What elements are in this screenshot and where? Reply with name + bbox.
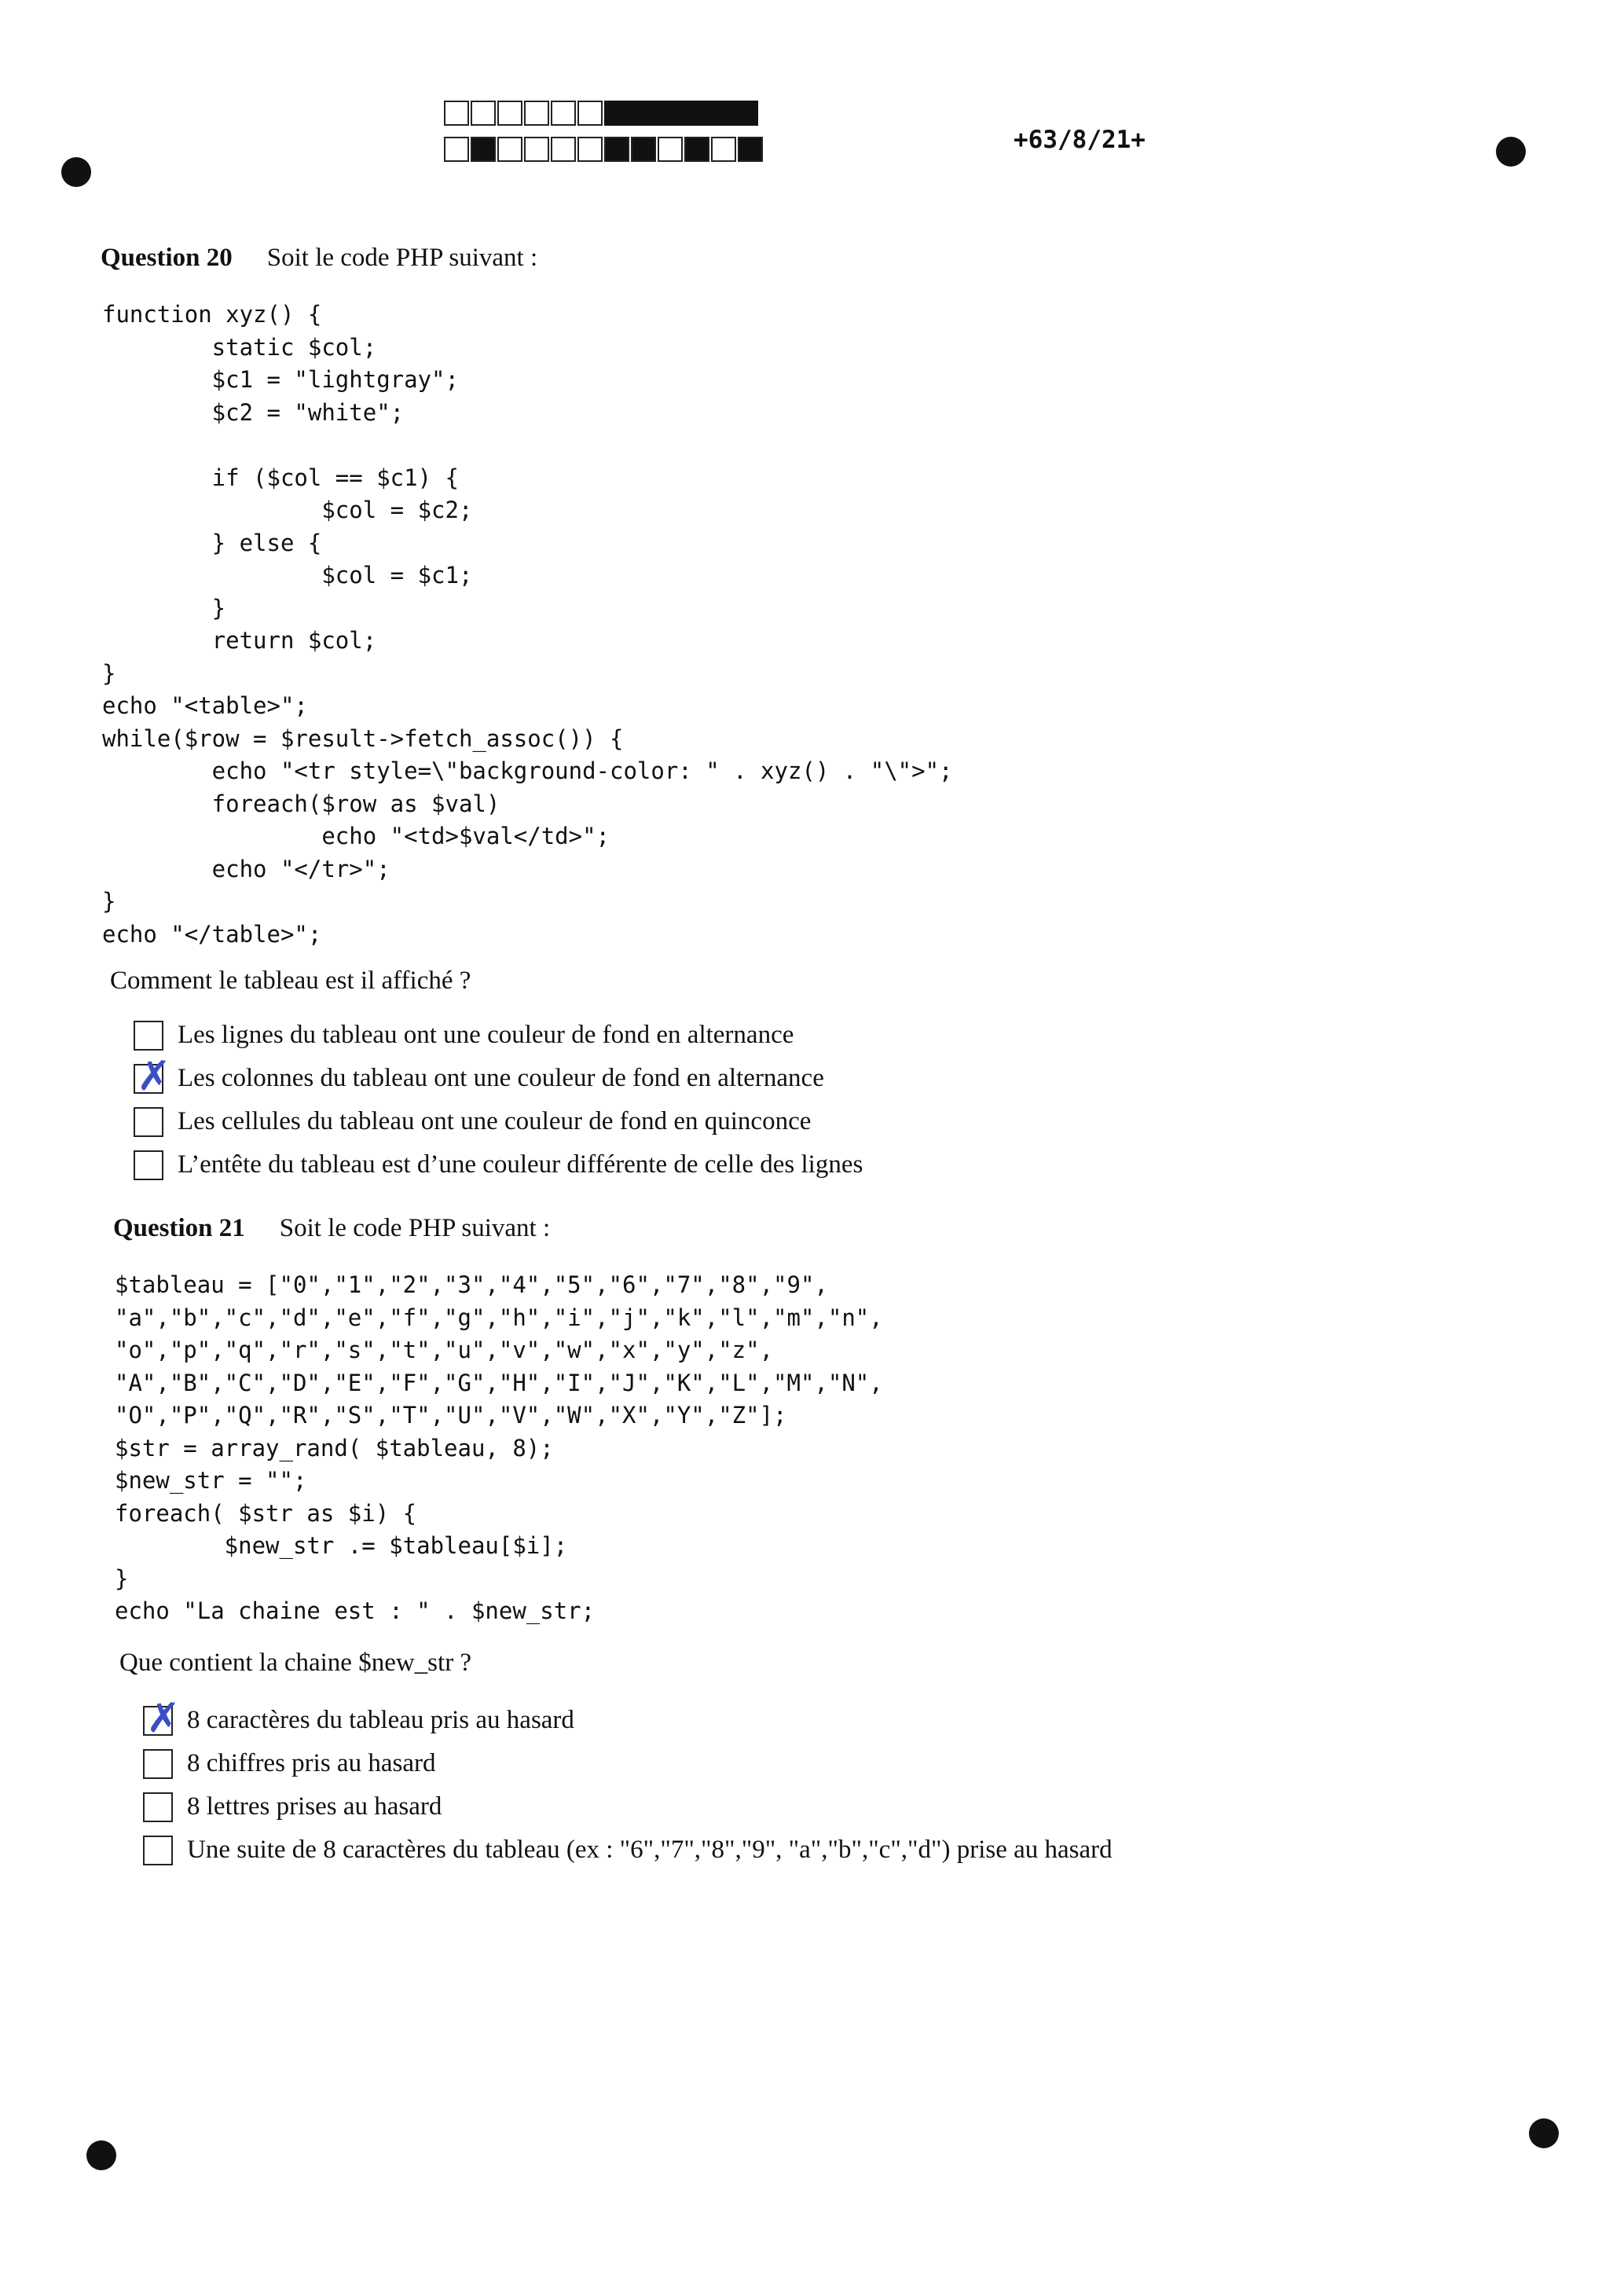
question-21-label: Question 21 — [113, 1214, 245, 1242]
answer-label: 8 lettres prises au hasard — [187, 1792, 442, 1821]
answer-label: 8 caractères du tableau pris au hasard — [187, 1706, 574, 1734]
question-20-answers — [134, 1014, 863, 1187]
registration-mark-bottom-left — [86, 2140, 116, 2170]
registration-mark-top-right — [1496, 137, 1526, 167]
page-code: +63/8/21+ — [1014, 126, 1146, 154]
answer-option[interactable] — [143, 1742, 1113, 1785]
answer-label: Une suite de 8 caractères du tableau (ex : "6","7","8","9", "a","b","c","d") prise au hasard — [187, 1836, 1113, 1864]
answer-option[interactable] — [134, 1057, 863, 1100]
question-21-code: $tableau = ["0","1","2","3","4","5","6","7","8","9", "a","b","c","d","e","f","g","h","i","j","k","l","m","n", "o","p","q","r","s","t","u","v","w","x","y","z", "A","B","C","D","E","F","G","H","I","J","K","L","M","N", "O","P","Q","R","S","T","U","V","W","X","Y","Z"]; $str = array_rand( $tableau, 8); $new_str = ""; foreach( $str as $i) { $new_str .= $tableau[$i]; } echo "La chaine est : " . $new_str; — [115, 1271, 883, 1624]
answer-label: Les colonnes du tableau ont une couleur de fond en alternance — [178, 1064, 824, 1092]
answer-label: Les lignes du tableau ont une couleur de fond en alternance — [178, 1021, 794, 1049]
answer-option[interactable] — [143, 1828, 1113, 1872]
checkbox[interactable] — [134, 1150, 163, 1180]
answer-option[interactable] — [143, 1699, 1113, 1742]
answer-option[interactable] — [134, 1014, 863, 1057]
question-21-title — [113, 1214, 550, 1243]
checkbox[interactable] — [143, 1706, 173, 1736]
checkbox[interactable] — [134, 1107, 163, 1137]
registration-mark-top-left — [61, 157, 91, 187]
answer-option[interactable] — [134, 1100, 863, 1143]
checkbox[interactable] — [143, 1749, 173, 1779]
registration-mark-bottom-right — [1529, 2118, 1559, 2148]
checkbox[interactable] — [143, 1792, 173, 1822]
answer-label: 8 chiffres pris au hasard — [187, 1749, 436, 1777]
checkbox[interactable] — [134, 1021, 163, 1051]
answer-label: Les cellules du tableau ont une couleur de fond en quinconce — [178, 1107, 812, 1135]
question-20-prompt: Comment le tableau est il affiché ? — [110, 966, 471, 995]
barcode — [444, 101, 764, 173]
checkbox[interactable] — [134, 1064, 163, 1094]
answer-option[interactable] — [143, 1785, 1113, 1828]
question-20-intro: Soit le code PHP suivant : — [266, 244, 538, 272]
question-21-answers — [143, 1699, 1113, 1872]
question-20-title — [101, 244, 537, 273]
question-20-code: function xyz() { static $col; $c1 = "lightgray"; $c2 = "white"; if ($col == $c1) { $col = $c2; } else { $col = $c1; } return $col; } echo "<table>"; while($row = $result->fetch_assoc()) { echo "<tr style=\"background-color: " . xyz() . "\">"; foreach($row as $val) echo "<td>$val</td>"; echo "</tr>"; } echo "</table>"; — [102, 301, 953, 948]
answer-label: L’entête du tableau est d’une couleur différente de celle des lignes — [178, 1150, 863, 1179]
question-21-prompt: Que contient la chaine $new_str ? — [119, 1649, 472, 1677]
checkbox[interactable] — [143, 1836, 173, 1865]
answer-option[interactable] — [134, 1143, 863, 1187]
question-20-label: Question 20 — [101, 244, 233, 272]
question-21-intro: Soit le code PHP suivant : — [279, 1214, 551, 1242]
